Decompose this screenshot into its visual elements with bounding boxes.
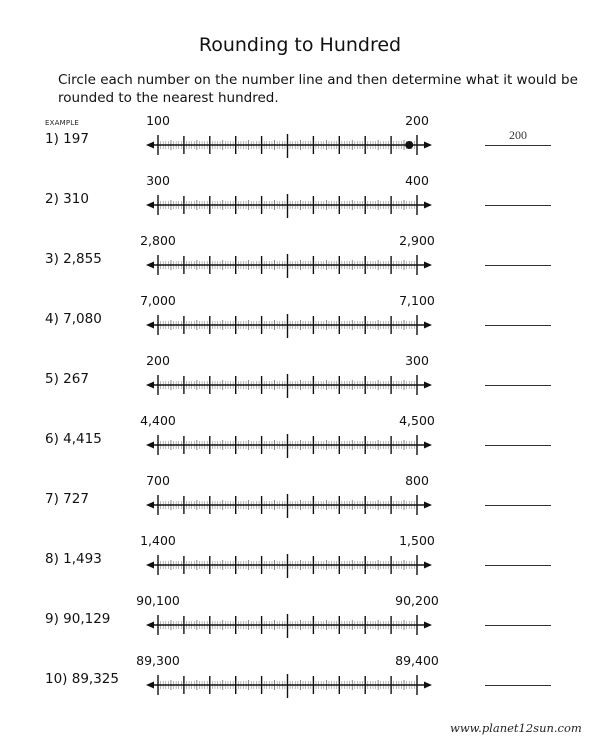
problem-row <box>0 653 600 745</box>
number-line-end-label: 200 <box>405 113 429 128</box>
arrow-left-icon <box>146 382 154 389</box>
example-tag: EXAMPLE <box>45 119 79 127</box>
arrow-right-icon <box>424 622 432 629</box>
number-line-start-label: 2,800 <box>140 233 176 248</box>
answer-value: 200 <box>509 128 527 142</box>
answer-blank[interactable] <box>485 145 551 146</box>
number-line-start-label: 1,400 <box>140 533 176 548</box>
number-line-start-label: 700 <box>146 473 170 488</box>
problem-label: 2) 310 <box>45 191 89 207</box>
arrow-right-icon <box>424 442 432 449</box>
number-line-end-label: 1,500 <box>399 533 435 548</box>
problem-label: 6) 4,415 <box>45 431 102 447</box>
problem-label: 8) 1,493 <box>45 551 102 567</box>
answer-blank[interactable] <box>485 505 551 506</box>
answer-blank[interactable] <box>485 265 551 266</box>
arrow-right-icon <box>424 142 432 149</box>
arrow-right-icon <box>424 262 432 269</box>
arrow-right-icon <box>424 322 432 329</box>
number-line-start-label: 200 <box>146 353 170 368</box>
arrow-left-icon <box>146 442 154 449</box>
number-line-start-label: 300 <box>146 173 170 188</box>
arrow-right-icon <box>424 562 432 569</box>
footer-url: www.planet12sun.com <box>450 721 582 735</box>
problem-label: 7) 727 <box>45 491 89 507</box>
answer-blank[interactable] <box>485 205 551 206</box>
problem-label: 1) 197 <box>45 131 89 147</box>
problem-label: 5) 267 <box>45 371 89 387</box>
arrow-left-icon <box>146 142 154 149</box>
problem-label: 9) 90,129 <box>45 611 111 627</box>
number-line-end-label: 400 <box>405 173 429 188</box>
arrow-left-icon <box>146 622 154 629</box>
number-line-end-label: 4,500 <box>399 413 435 428</box>
arrow-left-icon <box>146 262 154 269</box>
answer-blank[interactable] <box>485 385 551 386</box>
arrow-right-icon <box>424 382 432 389</box>
number-line-end-label: 300 <box>405 353 429 368</box>
arrow-right-icon <box>424 502 432 509</box>
marked-point-icon <box>405 141 413 149</box>
answer-blank[interactable] <box>485 625 551 626</box>
number-line-start-label: 4,400 <box>140 413 176 428</box>
arrow-right-icon <box>424 682 432 689</box>
problem-label: 10) 89,325 <box>45 671 119 687</box>
instructions: Circle each number on the number line and then determine what it would be rounded to the nearest hundred. <box>58 72 578 106</box>
answer-blank[interactable] <box>485 565 551 566</box>
number-line-start-label: 90,100 <box>136 593 180 608</box>
arrow-left-icon <box>146 202 154 209</box>
number-line-end-label: 7,100 <box>399 293 435 308</box>
number-line-end-label: 800 <box>405 473 429 488</box>
problem-label: 3) 2,855 <box>45 251 102 267</box>
problem-label: 4) 7,080 <box>45 311 102 327</box>
number-line-start-label: 7,000 <box>140 293 176 308</box>
arrow-left-icon <box>146 562 154 569</box>
number-line-start-label: 100 <box>146 113 170 128</box>
arrow-left-icon <box>146 682 154 689</box>
number-line-start-label: 89,300 <box>136 653 180 668</box>
page-title: Rounding to Hundred <box>198 34 402 56</box>
arrow-left-icon <box>146 502 154 509</box>
number-line-end-label: 89,400 <box>395 653 439 668</box>
answer-blank[interactable] <box>485 445 551 446</box>
answer-blank[interactable] <box>485 685 551 686</box>
arrow-right-icon <box>424 202 432 209</box>
number-line-end-label: 2,900 <box>399 233 435 248</box>
arrow-left-icon <box>146 322 154 329</box>
answer-blank[interactable] <box>485 325 551 326</box>
number-line-end-label: 90,200 <box>395 593 439 608</box>
